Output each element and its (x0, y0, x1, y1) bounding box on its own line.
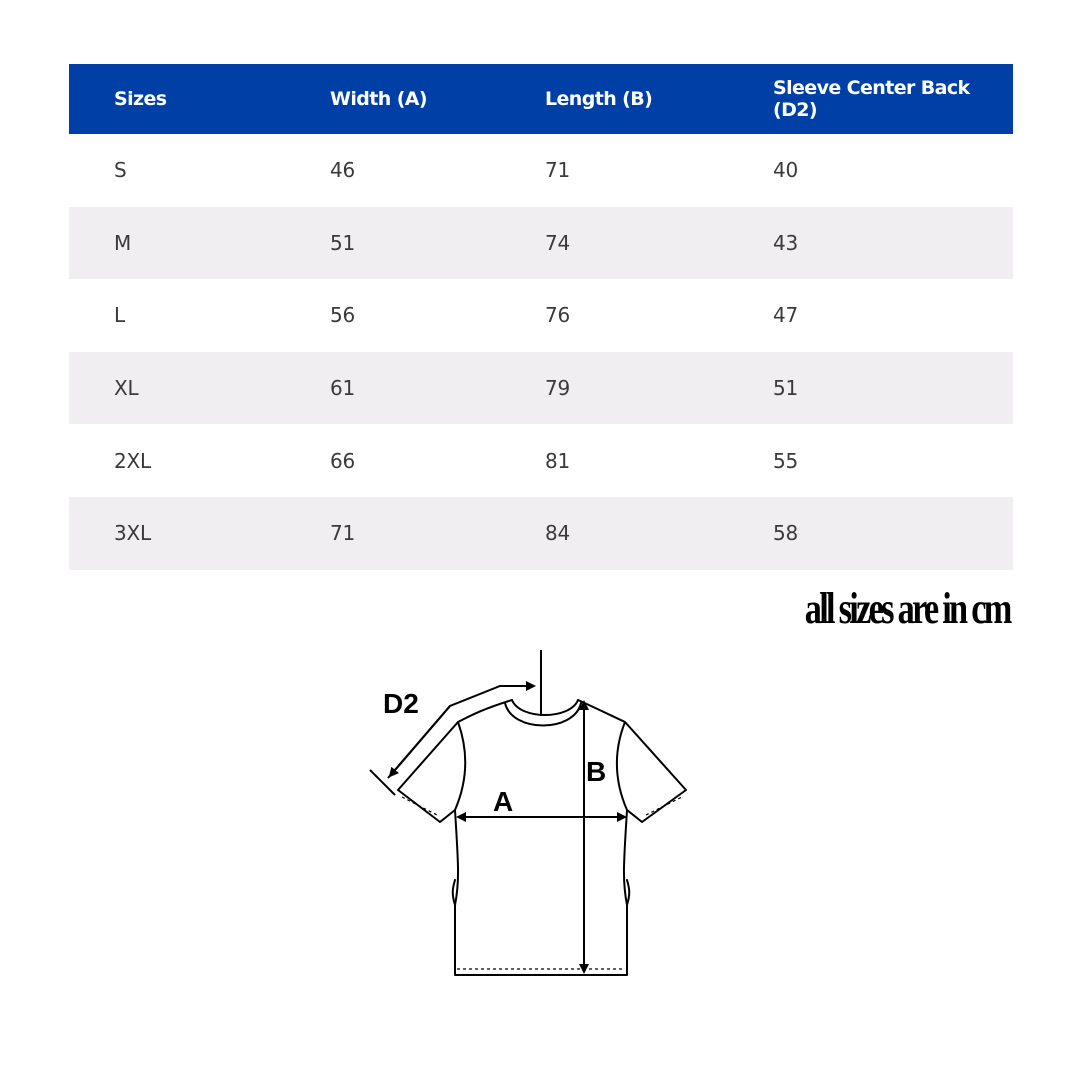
tshirt-outline (398, 700, 686, 975)
cell-length: 76 (545, 303, 571, 328)
label-a: A (493, 786, 514, 817)
cell-width: 46 (330, 158, 356, 183)
cell-length: 79 (545, 376, 571, 401)
header-length: Length (B) (545, 88, 653, 110)
cell-size: 3XL (114, 521, 151, 546)
cell-sleeve: 43 (773, 230, 799, 255)
cell-sleeve: 40 (773, 158, 799, 183)
cell-width: 51 (330, 230, 356, 255)
tshirt-stitch-lines (402, 797, 682, 969)
cell-sleeve: 51 (773, 376, 799, 401)
header-sizes: Sizes (114, 88, 167, 110)
cell-sleeve: 55 (773, 448, 799, 473)
cell-size: S (114, 158, 127, 183)
cell-width: 66 (330, 448, 356, 473)
label-d2: D2 (383, 688, 419, 719)
cell-sleeve: 58 (773, 521, 799, 546)
header-width: Width (A) (330, 88, 427, 110)
cell-length: 84 (545, 521, 571, 546)
cell-size: XL (114, 376, 139, 401)
cell-length: 71 (545, 158, 571, 183)
label-b: B (586, 756, 607, 787)
cell-size: 2XL (114, 448, 151, 473)
cell-width: 56 (330, 303, 356, 328)
cell-size: L (114, 303, 125, 328)
d2-measurement-line (370, 650, 541, 795)
cell-length: 74 (545, 230, 571, 255)
cell-sleeve: 47 (773, 303, 799, 328)
cell-width: 71 (330, 521, 356, 546)
unit-note: all sizes are in cm (805, 584, 1010, 633)
header-sleeve: Sleeve Center Back (D2) (773, 77, 970, 121)
cell-length: 81 (545, 448, 571, 473)
cell-size: M (114, 230, 132, 255)
cell-width: 61 (330, 376, 356, 401)
